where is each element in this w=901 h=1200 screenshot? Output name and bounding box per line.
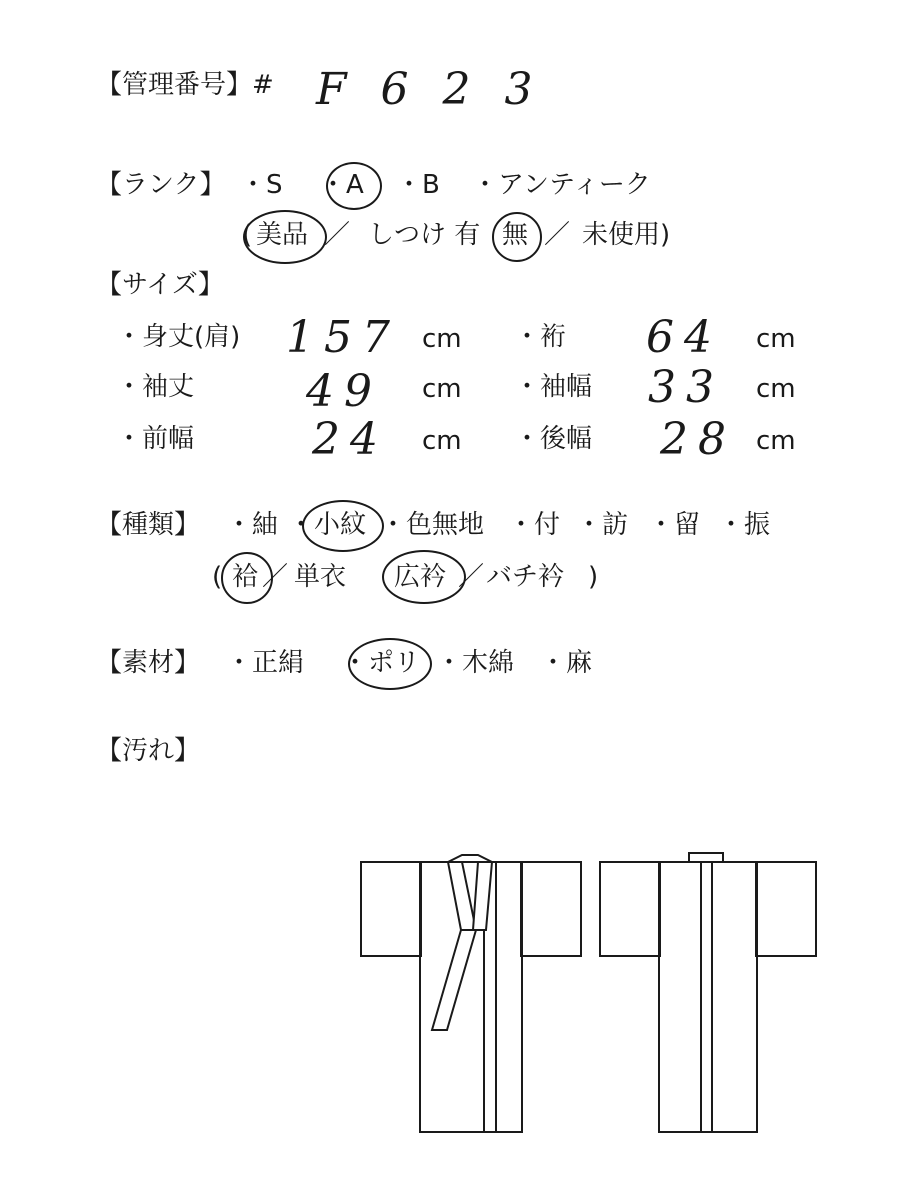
size-row-label: ・裄: [514, 322, 567, 352]
size-row-unit: cm: [422, 324, 462, 354]
material-option: ・正絹: [226, 648, 305, 678]
condition-unused: 未使用): [582, 220, 671, 250]
kimono-front-diagram: [361, 855, 581, 1132]
condition-mint: 美品: [256, 220, 309, 250]
type-option: ・付: [508, 510, 561, 540]
lining-awase: 袷: [232, 562, 259, 592]
rank-option-antique: ・アンティーク: [472, 170, 651, 200]
size-row-unit: cm: [422, 374, 462, 404]
size-row-label: ・袖丈: [116, 372, 195, 402]
condition-basting: しつけ 有: [368, 220, 481, 250]
size-row-value: 24: [312, 414, 388, 465]
condition-paren: (: [242, 220, 253, 250]
size-row-label: ・前幅: [116, 424, 195, 454]
type-option-komon: ・小紋: [288, 510, 367, 540]
size-row-unit: cm: [756, 374, 796, 404]
lining-hitoe: 単衣: [294, 562, 347, 592]
lining-sep1: ／: [262, 562, 289, 592]
material-option: ・木綿: [436, 648, 515, 678]
kimono-back-diagram: [600, 853, 816, 1132]
type-label: 【種類】: [96, 510, 201, 540]
rank-option-s: ・S: [240, 170, 283, 200]
size-row-value: 49: [306, 366, 382, 417]
rank-option-b: ・B: [396, 170, 440, 200]
size-row-value: 28: [660, 414, 736, 465]
stain-label: 【汚れ】: [96, 736, 201, 766]
lining-hiroeri: 広衿: [394, 562, 447, 592]
lining-open: (: [212, 562, 223, 592]
size-row-unit: cm: [756, 426, 796, 456]
size-row-label: ・後幅: [514, 424, 593, 454]
size-label: 【サイズ】: [96, 270, 224, 300]
material-option: ・麻: [540, 648, 593, 678]
size-row-value: 157: [286, 312, 400, 363]
type-option: ・色無地: [380, 510, 485, 540]
condition-sep2: ／: [544, 220, 571, 250]
lining-bachieri: バチ衿: [486, 562, 565, 592]
condition-none: 無: [502, 220, 529, 250]
material-label: 【素材】: [96, 648, 201, 678]
size-row-value: 64: [646, 312, 722, 363]
rank-option-a: ・A: [320, 170, 364, 200]
condition-sep1: ／: [324, 220, 351, 250]
size-row-value: 33: [648, 362, 724, 413]
lining-close: ): [588, 562, 599, 592]
size-row-label: ・身丈(肩): [116, 322, 241, 352]
management-label: 【管理番号】#: [96, 70, 274, 100]
lining-sep2: ／: [458, 562, 485, 592]
size-row-unit: cm: [422, 426, 462, 456]
type-option: ・振: [718, 510, 771, 540]
size-row-label: ・袖幅: [514, 372, 593, 402]
type-option: ・訪: [576, 510, 629, 540]
size-row-unit: cm: [756, 324, 796, 354]
type-option: ・紬: [226, 510, 279, 540]
material-option-poly: ・ポリ: [342, 648, 421, 678]
type-option: ・留: [648, 510, 701, 540]
management-number: F 6 2 3: [316, 64, 543, 115]
rank-label: 【ランク】: [96, 170, 226, 200]
